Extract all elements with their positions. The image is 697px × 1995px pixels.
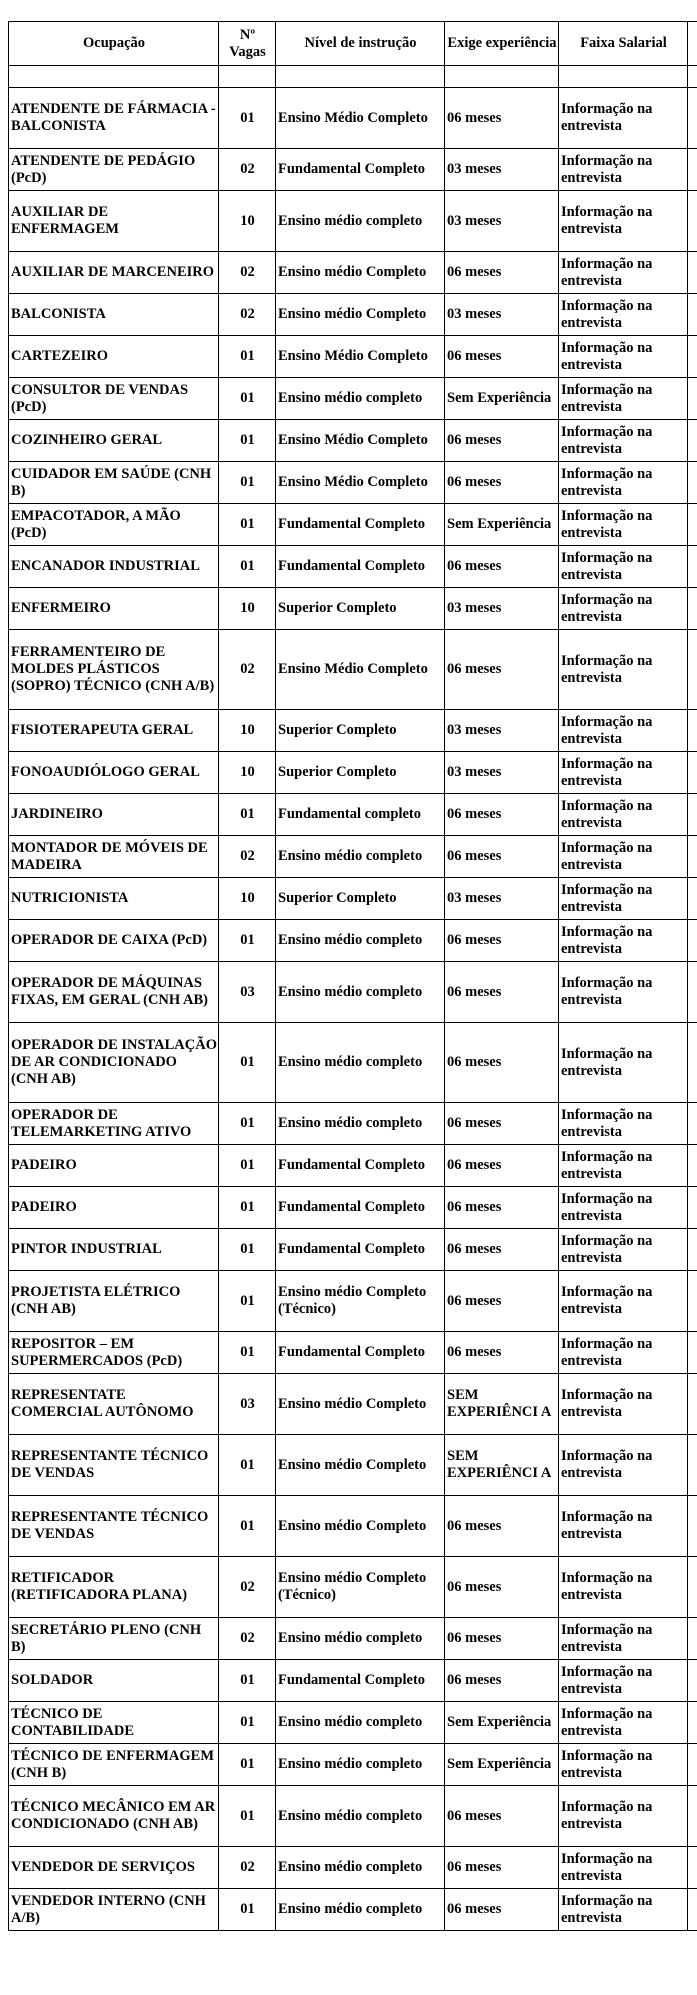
cell-vagas: 01 xyxy=(219,504,276,546)
cell-faixa: Informação na entrevista xyxy=(559,1271,688,1332)
cell-nivel: Ensino médio Completo xyxy=(276,1496,445,1557)
cell-extra xyxy=(688,1145,697,1187)
cell-ocupacao: REPRESENTATE COMERCIAL AUTÔNOMO xyxy=(9,1374,219,1435)
cell-ocupacao: BALCONISTA xyxy=(9,294,219,336)
table-row xyxy=(9,1023,697,1103)
table-row xyxy=(9,1332,697,1374)
cell-ocupacao: ATENDENTE DE PEDÁGIO (PcD) xyxy=(9,149,219,191)
cell-nivel: Fundamental Completo xyxy=(276,1145,445,1187)
cell-nivel: Superior Completo xyxy=(276,588,445,630)
cell-nivel: Ensino médio completo xyxy=(276,1702,445,1744)
cell-nivel: Fundamental Completo xyxy=(276,1229,445,1271)
cell-extra xyxy=(688,1496,697,1557)
cell-ocupacao: OPERADOR DE MÁQUINAS FIXAS, EM GERAL (CNH AB) xyxy=(9,962,219,1023)
cell-ocupacao: FONOAUDIÓLOGO GERAL xyxy=(9,752,219,794)
cell-experiencia: 06 meses xyxy=(445,1332,559,1374)
table-row xyxy=(9,336,697,378)
cell-extra xyxy=(688,630,697,710)
cell-extra xyxy=(688,1557,697,1618)
cell-vagas: 10 xyxy=(219,752,276,794)
cell-faixa: Informação na entrevista xyxy=(559,149,688,191)
cell-extra xyxy=(688,378,697,420)
cell-faixa: Informação na entrevista xyxy=(559,1847,688,1889)
cell-ocupacao: EMPACOTADOR, A MÃO (PcD) xyxy=(9,504,219,546)
cell-faixa: Informação na entrevista xyxy=(559,1374,688,1435)
cell-ocupacao: RETIFICADOR (RETIFICADORA PLANA) xyxy=(9,1557,219,1618)
cell-nivel: Ensino médio Completo xyxy=(276,1374,445,1435)
cell-extra xyxy=(688,546,697,588)
cell-ocupacao: OPERADOR DE CAIXA (PcD) xyxy=(9,920,219,962)
cell-extra xyxy=(688,1229,697,1271)
spacer-cell xyxy=(445,66,559,88)
cell-faixa: Informação na entrevista xyxy=(559,752,688,794)
cell-faixa: Informação na entrevista xyxy=(559,1103,688,1145)
table-row xyxy=(9,920,697,962)
cell-vagas: 03 xyxy=(219,962,276,1023)
cell-nivel: Ensino médio Completo (Técnico) xyxy=(276,1271,445,1332)
table-row xyxy=(9,1889,697,1931)
cell-extra xyxy=(688,1702,697,1744)
header-row xyxy=(9,22,697,66)
cell-ocupacao: ENCANADOR INDUSTRIAL xyxy=(9,546,219,588)
table-row xyxy=(9,546,697,588)
cell-ocupacao: SECRETÁRIO PLENO (CNH B) xyxy=(9,1618,219,1660)
cell-nivel: Fundamental Completo xyxy=(276,149,445,191)
cell-extra xyxy=(688,1103,697,1145)
cell-experiencia: 03 meses xyxy=(445,752,559,794)
cell-extra xyxy=(688,1187,697,1229)
cell-faixa: Informação na entrevista xyxy=(559,1332,688,1374)
cell-ocupacao: TÉCNICO DE ENFERMAGEM (CNH B) xyxy=(9,1744,219,1786)
cell-ocupacao: PINTOR INDUSTRIAL xyxy=(9,1229,219,1271)
cell-faixa: Informação na entrevista xyxy=(559,504,688,546)
cell-vagas: 01 xyxy=(219,1660,276,1702)
cell-nivel: Superior Completo xyxy=(276,878,445,920)
cell-faixa: Informação na entrevista xyxy=(559,1187,688,1229)
table-row xyxy=(9,294,697,336)
cell-nivel: Ensino Médio Completo xyxy=(276,336,445,378)
cell-extra xyxy=(688,1374,697,1435)
cell-nivel: Fundamental completo xyxy=(276,794,445,836)
cell-vagas: 01 xyxy=(219,1023,276,1103)
table-row xyxy=(9,794,697,836)
cell-nivel: Ensino médio completo xyxy=(276,836,445,878)
cell-ocupacao: FERRAMENTEIRO DE MOLDES PLÁSTICOS (SOPRO) TÉCNICO (CNH A/B) xyxy=(9,630,219,710)
cell-nivel: Ensino médio completo xyxy=(276,1103,445,1145)
cell-faixa: Informação na entrevista xyxy=(559,1660,688,1702)
cell-extra xyxy=(688,252,697,294)
cell-faixa: Informação na entrevista xyxy=(559,252,688,294)
cell-experiencia: 06 meses xyxy=(445,836,559,878)
cell-ocupacao: CUIDADOR EM SAÚDE (CNH B) xyxy=(9,462,219,504)
cell-experiencia: 06 meses xyxy=(445,252,559,294)
cell-faixa: Informação na entrevista xyxy=(559,1889,688,1931)
cell-experiencia: 06 meses xyxy=(445,962,559,1023)
cell-vagas: 01 xyxy=(219,1786,276,1847)
cell-extra xyxy=(688,336,697,378)
cell-experiencia: 06 meses xyxy=(445,1271,559,1332)
cell-ocupacao: SOLDADOR xyxy=(9,1660,219,1702)
cell-vagas: 01 xyxy=(219,336,276,378)
spacer-cell xyxy=(9,66,219,88)
cell-nivel: Fundamental Completo xyxy=(276,1660,445,1702)
table-row xyxy=(9,1557,697,1618)
cell-extra xyxy=(688,191,697,252)
cell-faixa: Informação na entrevista xyxy=(559,1229,688,1271)
table-row xyxy=(9,1435,697,1496)
cell-ocupacao: CONSULTOR DE VENDAS (PcD) xyxy=(9,378,219,420)
cell-vagas: 01 xyxy=(219,920,276,962)
cell-ocupacao: OPERADOR DE TELEMARKETING ATIVO xyxy=(9,1103,219,1145)
cell-experiencia: 06 meses xyxy=(445,920,559,962)
cell-nivel: Fundamental Completo xyxy=(276,504,445,546)
table-row xyxy=(9,1660,697,1702)
cell-vagas: 01 xyxy=(219,420,276,462)
cell-faixa: Informação na entrevista xyxy=(559,462,688,504)
cell-faixa: Informação na entrevista xyxy=(559,1023,688,1103)
cell-vagas: 01 xyxy=(219,462,276,504)
table-body xyxy=(9,88,697,1931)
table-row xyxy=(9,1847,697,1889)
cell-nivel: Ensino médio completo xyxy=(276,1618,445,1660)
cell-vagas: 10 xyxy=(219,191,276,252)
cell-faixa: Informação na entrevista xyxy=(559,1557,688,1618)
table-row xyxy=(9,1271,697,1332)
cell-extra xyxy=(688,752,697,794)
cell-experiencia: 06 meses xyxy=(445,1557,559,1618)
cell-nivel: Superior Completo xyxy=(276,710,445,752)
table-row xyxy=(9,504,697,546)
cell-faixa: Informação na entrevista xyxy=(559,191,688,252)
cell-faixa: Informação na entrevista xyxy=(559,1702,688,1744)
cell-extra xyxy=(688,504,697,546)
cell-faixa: Informação na entrevista xyxy=(559,1435,688,1496)
cell-ocupacao: VENDEDOR INTERNO (CNH A/B) xyxy=(9,1889,219,1931)
cell-vagas: 01 xyxy=(219,1435,276,1496)
cell-extra xyxy=(688,794,697,836)
cell-experiencia: Sem Experiência xyxy=(445,378,559,420)
cell-faixa: Informação na entrevista xyxy=(559,1744,688,1786)
table-row xyxy=(9,878,697,920)
cell-vagas: 10 xyxy=(219,710,276,752)
cell-ocupacao: NUTRICIONISTA xyxy=(9,878,219,920)
cell-extra xyxy=(688,1435,697,1496)
cell-experiencia: Sem Experiência xyxy=(445,1744,559,1786)
cell-vagas: 10 xyxy=(219,588,276,630)
cell-nivel: Ensino Médio Completo xyxy=(276,630,445,710)
cell-experiencia: 06 meses xyxy=(445,1618,559,1660)
cell-vagas: 01 xyxy=(219,88,276,149)
cell-extra xyxy=(688,149,697,191)
table-row xyxy=(9,88,697,149)
cell-nivel: Ensino médio completo xyxy=(276,1744,445,1786)
cell-vagas: 02 xyxy=(219,1618,276,1660)
cell-experiencia: 06 meses xyxy=(445,1889,559,1931)
cell-faixa: Informação na entrevista xyxy=(559,378,688,420)
cell-vagas: 01 xyxy=(219,1229,276,1271)
cell-vagas: 02 xyxy=(219,1847,276,1889)
cell-experiencia: Sem Experiência xyxy=(445,504,559,546)
cell-nivel: Ensino médio completo xyxy=(276,962,445,1023)
cell-vagas: 02 xyxy=(219,252,276,294)
cell-ocupacao: MONTADOR DE MÓVEIS DE MADEIRA xyxy=(9,836,219,878)
cell-vagas: 01 xyxy=(219,1702,276,1744)
cell-extra xyxy=(688,1271,697,1332)
cell-nivel: Ensino médio completo xyxy=(276,920,445,962)
cell-experiencia: 06 meses xyxy=(445,88,559,149)
cell-nivel: Ensino médio Completo xyxy=(276,1435,445,1496)
cell-experiencia: 06 meses xyxy=(445,1103,559,1145)
cell-extra xyxy=(688,588,697,630)
cell-faixa: Informação na entrevista xyxy=(559,836,688,878)
cell-extra xyxy=(688,88,697,149)
cell-experiencia: 06 meses xyxy=(445,794,559,836)
cell-nivel: Ensino médio completo xyxy=(276,1889,445,1931)
cell-vagas: 03 xyxy=(219,1374,276,1435)
cell-vagas: 01 xyxy=(219,1496,276,1557)
cell-vagas: 01 xyxy=(219,378,276,420)
table-row xyxy=(9,710,697,752)
cell-extra xyxy=(688,294,697,336)
cell-extra xyxy=(688,836,697,878)
cell-ocupacao: VENDEDOR DE SERVIÇOS xyxy=(9,1847,219,1889)
table-row xyxy=(9,1786,697,1847)
cell-extra xyxy=(688,1023,697,1103)
cell-vagas: 02 xyxy=(219,294,276,336)
cell-extra xyxy=(688,1332,697,1374)
cell-ocupacao: REPRESENTANTE TÉCNICO DE VENDAS xyxy=(9,1435,219,1496)
cell-vagas: 01 xyxy=(219,546,276,588)
cell-ocupacao: REPOSITOR – EM SUPERMERCADOS (PcD) xyxy=(9,1332,219,1374)
table-row xyxy=(9,1496,697,1557)
table-row xyxy=(9,420,697,462)
cell-ocupacao: PADEIRO xyxy=(9,1187,219,1229)
cell-experiencia: SEM EXPERIÊNCI A xyxy=(445,1435,559,1496)
cell-extra xyxy=(688,710,697,752)
cell-faixa: Informação na entrevista xyxy=(559,1496,688,1557)
cell-vagas: 01 xyxy=(219,1103,276,1145)
cell-experiencia: 06 meses xyxy=(445,1229,559,1271)
table-row xyxy=(9,1744,697,1786)
cell-vagas: 02 xyxy=(219,149,276,191)
cell-experiencia: 06 meses xyxy=(445,336,559,378)
cell-experiencia: Sem Experiência xyxy=(445,1702,559,1744)
cell-experiencia: 03 meses xyxy=(445,710,559,752)
cell-experiencia: 06 meses xyxy=(445,546,559,588)
cell-vagas: 01 xyxy=(219,1889,276,1931)
table-row xyxy=(9,630,697,710)
cell-experiencia: 03 meses xyxy=(445,588,559,630)
cell-extra xyxy=(688,1889,697,1931)
cell-experiencia: 06 meses xyxy=(445,420,559,462)
header-ocupacao: Ocupação xyxy=(9,22,219,66)
cell-extra xyxy=(688,1744,697,1786)
cell-ocupacao: CARTEZEIRO xyxy=(9,336,219,378)
cell-ocupacao: ENFERMEIRO xyxy=(9,588,219,630)
cell-nivel: Ensino médio Completo (Técnico) xyxy=(276,1557,445,1618)
cell-extra xyxy=(688,962,697,1023)
cell-ocupacao: JARDINEIRO xyxy=(9,794,219,836)
cell-nivel: Fundamental Completo xyxy=(276,1187,445,1229)
cell-nivel: Ensino médio completo xyxy=(276,191,445,252)
cell-faixa: Informação na entrevista xyxy=(559,88,688,149)
cell-extra xyxy=(688,420,697,462)
cell-vagas: 01 xyxy=(219,1145,276,1187)
cell-nivel: Ensino médio completo xyxy=(276,378,445,420)
cell-extra xyxy=(688,462,697,504)
cell-ocupacao: REPRESENTANTE TÉCNICO DE VENDAS xyxy=(9,1496,219,1557)
cell-experiencia: 06 meses xyxy=(445,1496,559,1557)
cell-vagas: 01 xyxy=(219,1187,276,1229)
cell-ocupacao: AUXILIAR DE MARCENEIRO xyxy=(9,252,219,294)
cell-nivel: Superior Completo xyxy=(276,752,445,794)
cell-nivel: Ensino Médio Completo xyxy=(276,420,445,462)
cell-ocupacao: COZINHEIRO GERAL xyxy=(9,420,219,462)
cell-faixa: Informação na entrevista xyxy=(559,1145,688,1187)
cell-ocupacao: TÉCNICO DE CONTABILIDADE xyxy=(9,1702,219,1744)
table-row xyxy=(9,1702,697,1744)
cell-faixa: Informação na entrevista xyxy=(559,630,688,710)
header-faixa: Faixa Salarial xyxy=(559,22,688,66)
table-row xyxy=(9,962,697,1023)
spacer-row xyxy=(9,66,697,88)
cell-nivel: Ensino médio Completo xyxy=(276,294,445,336)
cell-nivel: Fundamental Completo xyxy=(276,546,445,588)
vacancy-table xyxy=(8,21,697,1931)
cell-nivel: Ensino médio Completo xyxy=(276,252,445,294)
cell-ocupacao: FISIOTERAPEUTA GERAL xyxy=(9,710,219,752)
cell-experiencia: 03 meses xyxy=(445,191,559,252)
cell-vagas: 01 xyxy=(219,1271,276,1332)
cell-experiencia: 06 meses xyxy=(445,462,559,504)
cell-experiencia: 06 meses xyxy=(445,630,559,710)
cell-ocupacao: PADEIRO xyxy=(9,1145,219,1187)
table-row xyxy=(9,149,697,191)
header-experiencia: Exige experiência xyxy=(445,22,559,66)
table-row xyxy=(9,836,697,878)
header-vagas: Nº Vagas xyxy=(219,22,276,66)
table-row xyxy=(9,1618,697,1660)
spacer-cell xyxy=(688,66,697,88)
cell-faixa: Informação na entrevista xyxy=(559,546,688,588)
cell-nivel: Ensino Médio Completo xyxy=(276,462,445,504)
cell-extra xyxy=(688,1847,697,1889)
table-row xyxy=(9,1187,697,1229)
cell-extra xyxy=(688,1786,697,1847)
cell-faixa: Informação na entrevista xyxy=(559,588,688,630)
header-extra-cell xyxy=(688,22,697,66)
cell-extra xyxy=(688,1618,697,1660)
spacer-cell xyxy=(219,66,276,88)
cell-ocupacao: AUXILIAR DE ENFERMAGEM xyxy=(9,191,219,252)
cell-extra xyxy=(688,920,697,962)
cell-faixa: Informação na entrevista xyxy=(559,1618,688,1660)
cell-faixa: Informação na entrevista xyxy=(559,1786,688,1847)
cell-faixa: Informação na entrevista xyxy=(559,294,688,336)
cell-faixa: Informação na entrevista xyxy=(559,920,688,962)
cell-ocupacao: PROJETISTA ELÉTRICO (CNH AB) xyxy=(9,1271,219,1332)
cell-experiencia: 06 meses xyxy=(445,1660,559,1702)
table-row xyxy=(9,752,697,794)
table-row xyxy=(9,191,697,252)
cell-faixa: Informação na entrevista xyxy=(559,336,688,378)
table-row xyxy=(9,1374,697,1435)
cell-nivel: Ensino médio completo xyxy=(276,1023,445,1103)
cell-vagas: 10 xyxy=(219,878,276,920)
table-row xyxy=(9,378,697,420)
table-row xyxy=(9,462,697,504)
cell-vagas: 02 xyxy=(219,630,276,710)
cell-ocupacao: TÉCNICO MECÂNICO EM AR CONDICIONADO (CNH AB) xyxy=(9,1786,219,1847)
cell-experiencia: 03 meses xyxy=(445,149,559,191)
cell-faixa: Informação na entrevista xyxy=(559,420,688,462)
cell-vagas: 01 xyxy=(219,794,276,836)
cell-ocupacao: OPERADOR DE INSTALAÇÃO DE AR CONDICIONADO (CNH AB) xyxy=(9,1023,219,1103)
cell-experiencia: 06 meses xyxy=(445,1023,559,1103)
cell-experiencia: SEM EXPERIÊNCI A xyxy=(445,1374,559,1435)
cell-ocupacao: ATENDENTE DE FÁRMACIA - BALCONISTA xyxy=(9,88,219,149)
cell-experiencia: 06 meses xyxy=(445,1145,559,1187)
spacer-cell xyxy=(276,66,445,88)
cell-vagas: 02 xyxy=(219,1557,276,1618)
table-row xyxy=(9,588,697,630)
cell-experiencia: 06 meses xyxy=(445,1786,559,1847)
table-row xyxy=(9,1229,697,1271)
spacer-cell xyxy=(559,66,688,88)
cell-faixa: Informação na entrevista xyxy=(559,710,688,752)
cell-experiencia: 06 meses xyxy=(445,1187,559,1229)
table-row xyxy=(9,1103,697,1145)
cell-vagas: 02 xyxy=(219,836,276,878)
table-row xyxy=(9,252,697,294)
cell-faixa: Informação na entrevista xyxy=(559,962,688,1023)
cell-nivel: Fundamental Completo xyxy=(276,1332,445,1374)
header-nivel: Nível de instrução xyxy=(276,22,445,66)
table-row xyxy=(9,1145,697,1187)
cell-extra xyxy=(688,1660,697,1702)
cell-experiencia: 06 meses xyxy=(445,1847,559,1889)
cell-experiencia: 03 meses xyxy=(445,878,559,920)
cell-experiencia: 03 meses xyxy=(445,294,559,336)
cell-vagas: 01 xyxy=(219,1332,276,1374)
cell-extra xyxy=(688,878,697,920)
cell-nivel: Ensino médio completo xyxy=(276,1847,445,1889)
cell-faixa: Informação na entrevista xyxy=(559,878,688,920)
cell-vagas: 01 xyxy=(219,1744,276,1786)
cell-faixa: Informação na entrevista xyxy=(559,794,688,836)
cell-nivel: Ensino médio completo xyxy=(276,1786,445,1847)
cell-nivel: Ensino Médio Completo xyxy=(276,88,445,149)
